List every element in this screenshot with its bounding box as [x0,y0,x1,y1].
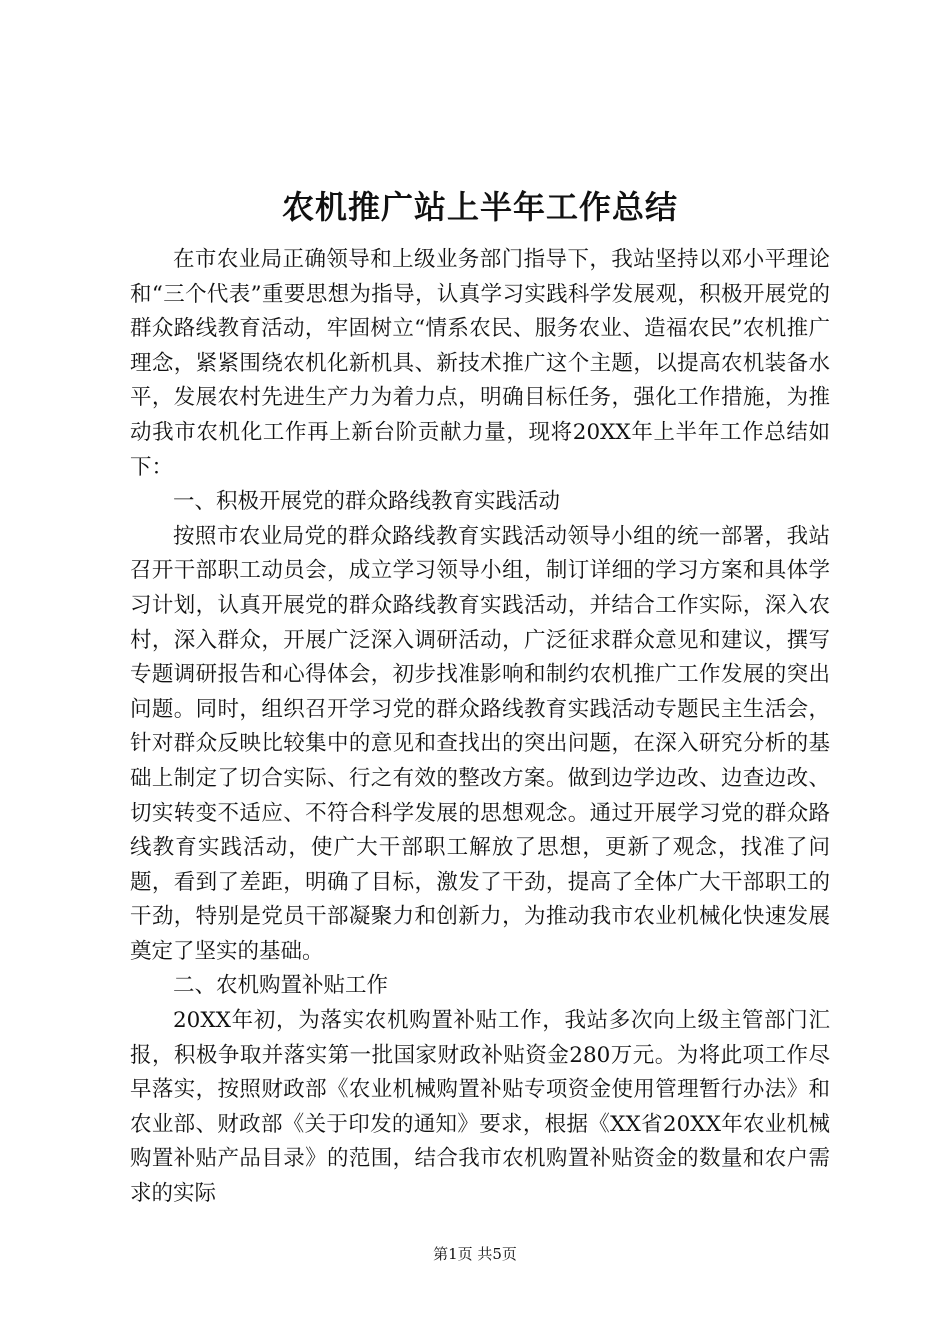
section-body-1: 按照市农业局党的群众路线教育实践活动领导小组的统一部署，我站召开干部职工动员会，成立学习领导小组，制订详细的学习方案和具体学习计划，认真开展党的群众路线教育实践活动，并结合工作实际，深入农村，深入群众，开展广泛深入调研活动，广泛征求群众意见和建议，撰写专题调研报告和心得体会，初步找准影响和制约农机推广工作发展的突出问题。同时，组织召开学习党的群众路线教育实践活动专题民主生活会，针对群众反映比较集中的意见和查找出的突出问题，在深入研究分析的基础上制定了切合实际、行之有效的整改方案。做到边学边改、边查边改、切实转变不适应、不符合科学发展的思想观念。通过开展学习党的群众路线教育实践活动，使广大干部职工解放了思想，更新了观念，找准了问题，看到了差距，明确了目标，激发了干劲，提高了全体广大干部职工的干劲，特别是党员干部凝聚力和创新力，为推动我市农业机械化快速发展奠定了坚实的基础。 [130,523,830,964]
page-title: 农机推广站上半年工作总结 [281,188,678,226]
intro-paragraph: 在市农业局正确领导和上级业务部门指导下，我站坚持以邓小平理论和“三个代表”重要思想为指导，认真学习实践科学发展观，积极开展党的群众路线教育活动，牢固树立“情系农民、服务农业、造福农民”农机推广理念，紧紧围绕农机化新机具、新技术推广这个主题，以提高农机装备水平，发展农村先进生产力为着力点，明确目标任务，强化工作措施，为推动我市农机化工作再上新台阶贡献力量，现将20XX年上半年工作总结如下： [130,247,830,480]
section-body-2: 20XX年初，为落实农机购置补贴工作，我站多次向上级主管部门汇报，积极争取并落实第一批国家财政补贴资金280万元。为将此项工作尽早落实，按照财政部《农业机械购置补贴专项资金使用管理暂行办法》和农业部、财政部《关于印发的通知》要求，根据《XX省20XX年农业机械购置补贴产品目录》的范围，结合我市农机购置补贴资金的数量和农户需求的实际 [130,1008,830,1207]
page-footer: 第1页 共5页 [433,1245,517,1263]
section-heading-1: 一、积极开展党的群众路线教育实践活动 [173,489,561,515]
section-heading-2: 二、农机购置补贴工作 [173,973,389,999]
document-page [130,185,830,1212]
